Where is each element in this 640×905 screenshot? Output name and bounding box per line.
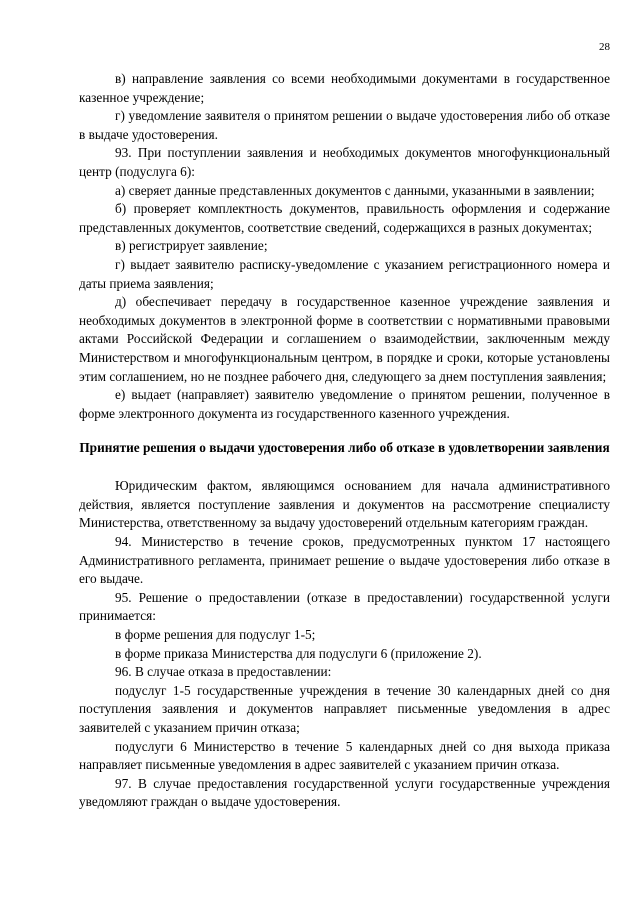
paragraph: в форме приказа Министерства для подуслуги 6 (приложение 2). [115, 645, 482, 661]
paragraph: 94. Министерство в течение сроков, предусмотренных пунктом 17 настоящего Административного регламента, принимает решение о выдаче удостоверения либо отказе в его выдаче. [79, 534, 610, 587]
paragraph: 97. В случае предоставления государственной услуги государственные учреждения уведомляют граждан о выдаче удостоверения. [79, 775, 610, 810]
paragraph: б) проверяет комплектность документов, правильность оформления и содержание представленных документов, соответствие сведений, содержащихся в разных документах; [79, 201, 610, 235]
paragraph: е) выдает (направляет) заявителю уведомление о принятом решении, полученное в форме электронного документа из государственного казенного учреждения. [79, 387, 610, 421]
paragraph: 95. Решение о предоставлении (отказе в предоставлении) государственной услуги принимается: [79, 589, 610, 624]
page-content [79, 70, 610, 812]
page-number: 28 [599, 41, 610, 53]
paragraph: подуслуги 6 Министерство в течение 5 календарных дней со дня выхода приказа направляет письменные уведомления в адрес заявителей с указанием причин отказа. [79, 738, 610, 773]
paragraph: 96. В случае отказа в предоставлении: [115, 664, 332, 680]
paragraph: г) уведомление заявителя о принятом решении о выдаче удостоверения либо об отказе в выдаче удостоверения. [79, 108, 610, 142]
paragraph: в) направление заявления со всеми необходимыми документами в государственное казенное учреждение; [79, 71, 610, 105]
paragraph: в форме решения для подуслуг 1-5; [115, 627, 316, 643]
paragraph: г) выдает заявителю расписку-уведомление с указанием регистрационного номера и даты приема заявления; [79, 256, 610, 291]
section-heading: Принятие решения о выдачи удостоверения либо об отказе в удовлетворении заявления [79, 440, 610, 456]
paragraph: подуслуг 1-5 государственные учреждения в течение 30 календарных дней со дня поступления заявления и документов направляет письменные уведомления в адрес заявителей с указанием причин отказа; [79, 682, 610, 735]
paragraph: в) регистрирует заявление; [115, 238, 268, 254]
paragraph: д) обеспечивает передачу в государственное казенное учреждение заявления и необходимых документов в электронной форме в соответствии с нормативными правовыми актами Российской Федерации и соглашением о взаимодействии, заключенным между Министерством и многофункциональным центром, в порядке и сроки, которые установлены этим соглашением, но не позднее рабочего дня, следующего за днем поступления заявления; [79, 294, 610, 384]
paragraph: 93. При поступлении заявления и необходимых документов многофункциональный центр (подуслуга 6): [79, 145, 610, 179]
paragraph: а) сверяет данные представленных документов с данными, указанными в заявлении; [115, 182, 595, 198]
paragraph: Юридическим фактом, являющимся основанием для начала административного действия, является поступление заявления и документов на рассмотрение специалисту Министерства, ответственному за выдачу удостоверений отдельным категориям граждан. [79, 478, 610, 531]
